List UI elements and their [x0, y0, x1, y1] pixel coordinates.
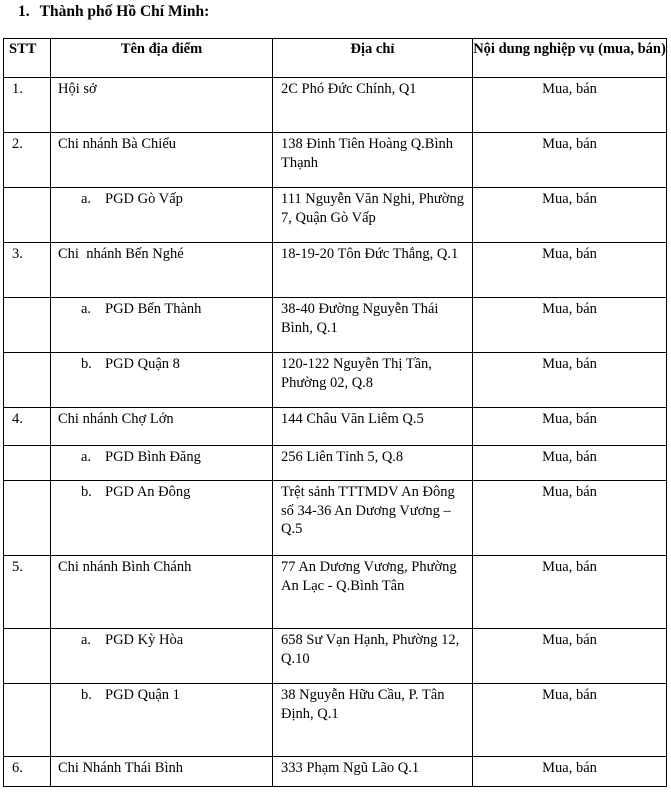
row-sub-letter: a.: [81, 449, 92, 465]
row-location-name: [51, 353, 273, 408]
row-address: 77 An Dương Vương, Phường An Lạc - Q.Bình Tân: [273, 556, 473, 629]
header-location-name: Tên địa điểm: [51, 39, 273, 78]
table-row: [4, 298, 667, 353]
header-address: Địa chỉ: [273, 39, 473, 78]
row-sub-letter: a.: [81, 191, 92, 207]
row-sub-letter: b.: [81, 356, 92, 372]
table-row: [4, 78, 667, 133]
row-stt: [4, 188, 51, 243]
row-address: 658 Sư Vạn Hạnh, Phường 12, Q.10: [273, 629, 473, 684]
row-stt: 6.: [4, 757, 51, 787]
row-name-text: PGD Quận 1: [105, 687, 180, 703]
header-stt: STT: [4, 39, 51, 78]
table-row: [4, 353, 667, 408]
row-service: Mua, bán: [473, 757, 667, 787]
table-row: [4, 446, 667, 481]
row-name-text: PGD An Đông: [105, 484, 191, 500]
row-stt: 1.: [4, 78, 51, 133]
row-service: Mua, bán: [473, 684, 667, 757]
row-address: 138 Đinh Tiên Hoàng Q.Bình Thạnh: [273, 133, 473, 188]
row-location-name: [51, 446, 273, 481]
row-location-name: [51, 629, 273, 684]
row-stt: [4, 481, 51, 556]
row-stt: 2.: [4, 133, 51, 188]
row-service: Mua, bán: [473, 446, 667, 481]
section-number: 1.: [18, 3, 30, 20]
row-service: Mua, bán: [473, 481, 667, 556]
row-stt: [4, 684, 51, 757]
row-location-name: [51, 243, 273, 298]
row-service: Mua, bán: [473, 629, 667, 684]
table-row: [4, 188, 667, 243]
row-sub-letter: b.: [81, 484, 92, 500]
row-address: 2C Phó Đức Chính, Q1: [273, 78, 473, 133]
row-stt: 5.: [4, 556, 51, 629]
row-address: 111 Nguyễn Văn Nghi, Phường 7, Quận Gò Vấp: [273, 188, 473, 243]
section-title: Thành phố Hồ Chí Minh:: [39, 3, 210, 20]
row-service: Mua, bán: [473, 298, 667, 353]
row-sub-letter: a.: [81, 301, 92, 317]
row-sub-letter: b.: [81, 687, 92, 703]
table-row: [4, 629, 667, 684]
row-service: Mua, bán: [473, 133, 667, 188]
row-service: Mua, bán: [473, 556, 667, 629]
row-name-text: Chi Nhánh Thái Bình: [58, 760, 183, 776]
row-location-name: [51, 481, 273, 556]
row-location-name: [51, 556, 273, 629]
row-address: 333 Phạm Ngũ Lão Q.1: [273, 757, 473, 787]
row-stt: 3.: [4, 243, 51, 298]
table-row: [4, 408, 667, 446]
row-name-text: Chi nhánh Bình Chánh: [58, 559, 192, 575]
row-address: 120-122 Nguyễn Thị Tần, Phường 02, Q.8: [273, 353, 473, 408]
row-location-name: [51, 298, 273, 353]
row-name-text: PGD Bến Thành: [105, 301, 202, 317]
section-heading: [18, 2, 209, 22]
table-row: [4, 684, 667, 757]
row-address: 18-19-20 Tôn Đức Thắng, Q.1: [273, 243, 473, 298]
table-row: [4, 481, 667, 556]
table-row: [4, 556, 667, 629]
row-stt: [4, 298, 51, 353]
row-stt: [4, 629, 51, 684]
row-location-name: [51, 757, 273, 787]
table-row: [4, 243, 667, 298]
row-name-text: Chi nhánh Bà Chiểu: [58, 136, 177, 152]
row-stt: 4.: [4, 408, 51, 446]
row-location-name: [51, 684, 273, 757]
row-address: 38 Nguyễn Hữu Cầu, P. Tân Định, Q.1: [273, 684, 473, 757]
row-name-text: Chi nhánh Bến Nghé: [58, 246, 184, 262]
row-location-name: [51, 133, 273, 188]
row-location-name: [51, 78, 273, 133]
row-service: Mua, bán: [473, 408, 667, 446]
row-name-text: PGD Gò Vấp: [105, 191, 183, 207]
row-service: Mua, bán: [473, 78, 667, 133]
row-address: 38-40 Đường Nguyễn Thái Bình, Q.1: [273, 298, 473, 353]
row-service: Mua, bán: [473, 353, 667, 408]
row-service: Mua, bán: [473, 188, 667, 243]
row-name-text: PGD Bình Đăng: [105, 449, 201, 465]
row-location-name: [51, 408, 273, 446]
row-sub-letter: a.: [81, 632, 92, 648]
row-name-text: PGD Quận 8: [105, 356, 180, 372]
row-name-text: PGD Kỳ Hòa: [105, 632, 184, 648]
row-name-text: Hội sở: [58, 81, 97, 97]
row-name-text: Chi nhánh Chợ Lớn: [58, 411, 174, 427]
table-header-row: [4, 39, 667, 78]
row-location-name: [51, 188, 273, 243]
row-stt: [4, 446, 51, 481]
row-address: 144 Châu Văn Liêm Q.5: [273, 408, 473, 446]
row-address: 256 Liên Tỉnh 5, Q.8: [273, 446, 473, 481]
header-service: Nội dung nghiệp vụ (mua, bán): [473, 39, 667, 78]
row-service: Mua, bán: [473, 243, 667, 298]
branch-table: [3, 38, 667, 787]
row-address: Trệt sảnh TTTMDV An Đông số 34-36 An Dương Vương – Q.5: [273, 481, 473, 556]
table-row: [4, 133, 667, 188]
row-stt: [4, 353, 51, 408]
table-row: [4, 757, 667, 787]
